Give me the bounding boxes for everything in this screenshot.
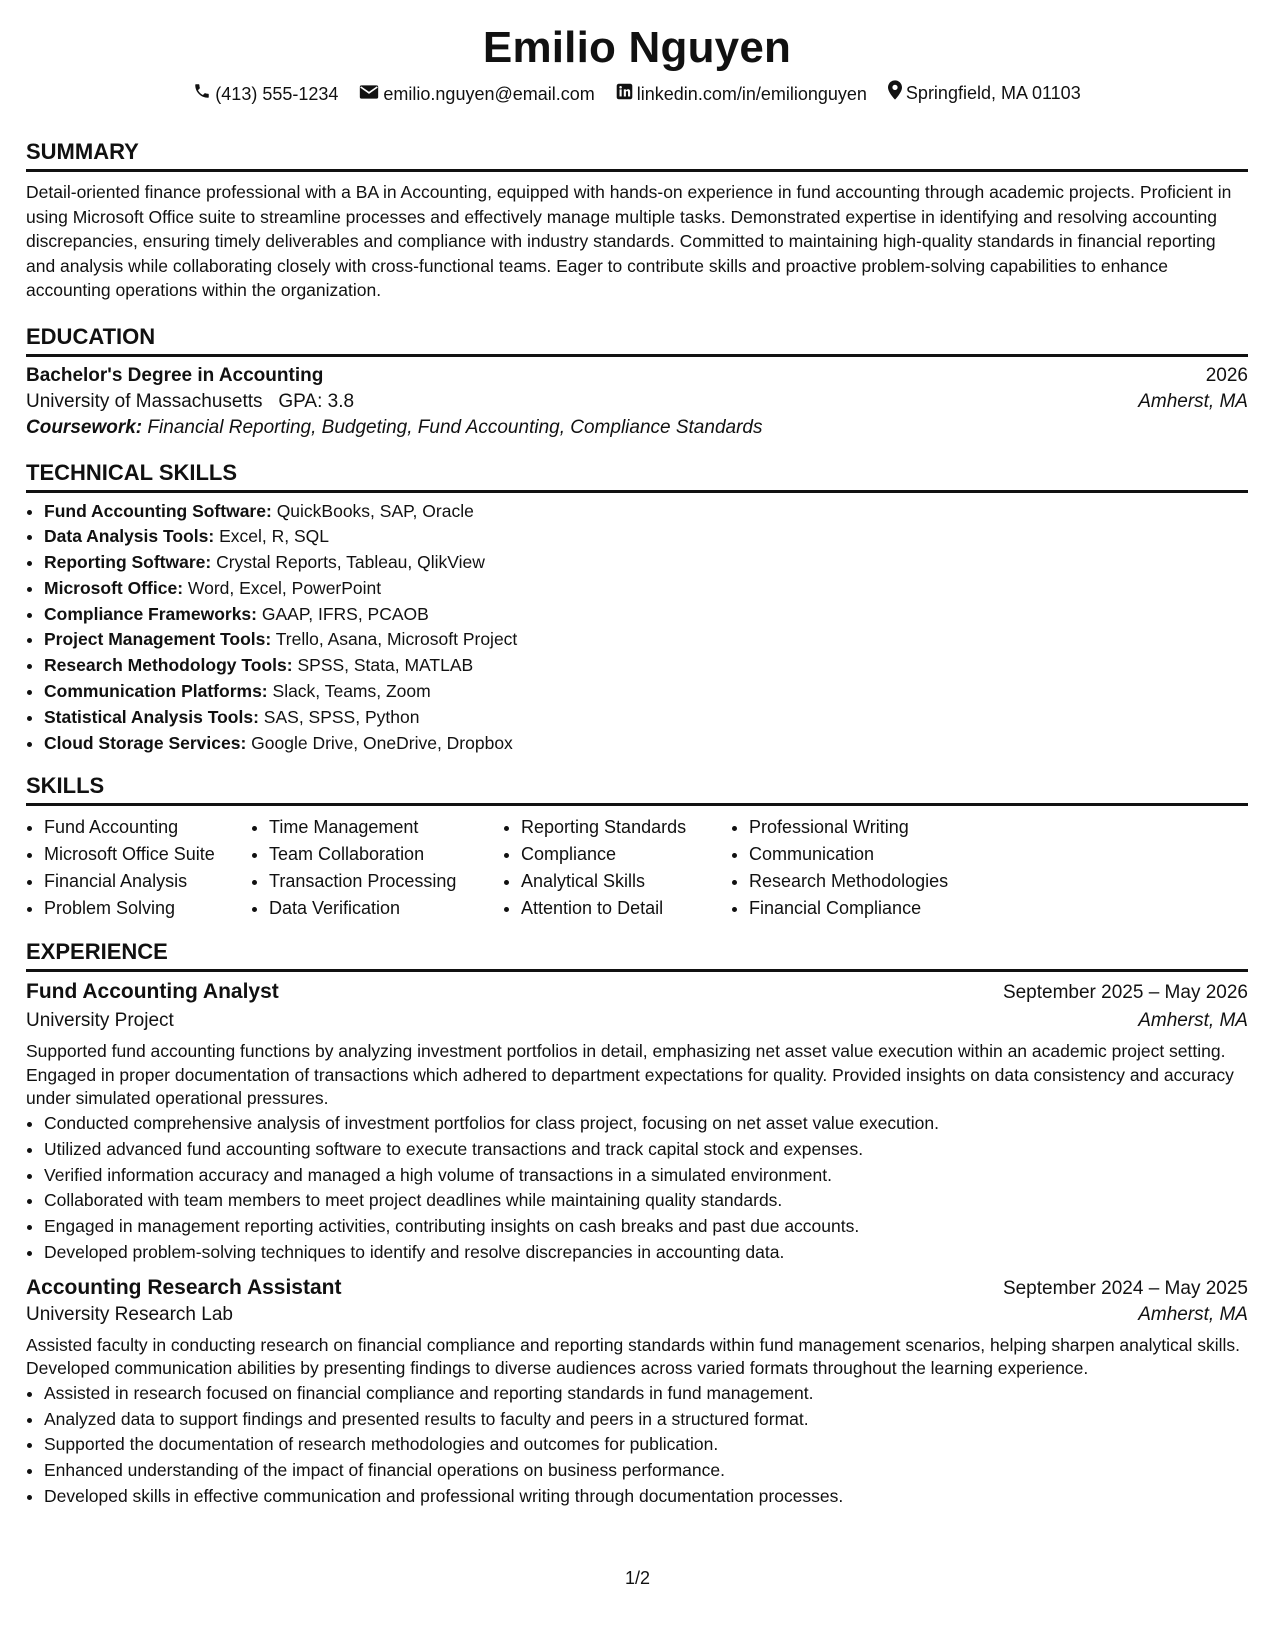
- skill-value: QuickBooks, SAP, Oracle: [276, 500, 474, 521]
- job-location: Amherst, MA: [1138, 1303, 1248, 1325]
- job-summary: Supported fund accounting functions by analyzing investment portfolios in detail, emphasizing net asset value execution within an academic project setting. Engaged in proper documentation of transactions which adhered to department expectations for quality. Provided insights on data consistency and accuracy under simulated operational pressures.: [26, 1041, 1234, 1109]
- list-item: • Analyzed data to support findings and presented results to faculty and peers in a structured format.: [44, 1407, 1248, 1433]
- list-item: • Compliance: [521, 841, 731, 868]
- list-item: • Collaborated with team members to meet project deadlines while maintaining quality standards.: [44, 1188, 1248, 1214]
- gpa: GPA: 3.8: [278, 390, 355, 412]
- degree: Bachelor's Degree in Accounting: [26, 364, 324, 386]
- skills-column: [251, 814, 503, 922]
- skill-label: Compliance Frameworks:: [44, 603, 257, 624]
- list-item: • Research Methodologies: [749, 868, 1009, 895]
- list-item: • Microsoft Office Suite: [44, 841, 251, 868]
- summary-text: Detail-oriented finance professional with a BA in Accounting, equipped with hands-on experience in fund accounting through academic projects. Proficient in using Microsoft Office suite to streamline processes and effectively manage multiple tasks. Demonstrated expertise in identifying and resolving accounting discrepancies, ensuring timely deliverables and compliance with industry standards. Committed to maintaining high-quality standards in financial reporting and analysis while collaborating closely with cross-functional teams. Eager to contribute skills and proactive problem-solving capabilities to enhance accounting operations within the organization.: [26, 182, 1232, 300]
- contact-phone: [193, 82, 338, 106]
- education-header-row: [26, 365, 1248, 387]
- job-dates: September 2024 – May 2025: [1002, 1277, 1248, 1299]
- skill-value: Google Drive, OneDrive, Dropbox: [251, 732, 513, 753]
- skill-value: GAAP, IFRS, PCAOB: [261, 603, 429, 624]
- phone-icon: [193, 82, 215, 106]
- resume-page: [26, 22, 1248, 1510]
- linkedin-text: linkedin.com/in/emilionguyen: [636, 84, 867, 104]
- experience-section: [26, 938, 1248, 1509]
- skills-section: [26, 772, 1248, 922]
- technical-skills-list: [26, 499, 1248, 757]
- list-item: [44, 653, 1248, 679]
- list-item: • Conducted comprehensive analysis of investment portfolios for class project, focusing on net asset value execution.: [44, 1111, 1248, 1137]
- list-item: [44, 602, 1248, 628]
- section-title: TECHNICAL SKILLS: [26, 459, 1248, 493]
- education-school-row: [26, 391, 1248, 413]
- list-item: • Attention to Detail: [521, 895, 731, 922]
- list-item: • Verified information accuracy and managed a high volume of transactions in a simulated environment.: [44, 1163, 1248, 1189]
- job-location: Amherst, MA: [1138, 1010, 1248, 1032]
- job-entry: [26, 980, 1248, 1265]
- list-item: • Team Collaboration: [269, 841, 503, 868]
- section-title: SUMMARY: [26, 138, 1248, 172]
- skill-label: Reporting Software:: [44, 552, 212, 573]
- job-entry: [26, 1276, 1248, 1510]
- skill-label: Fund Accounting Software:: [44, 500, 272, 521]
- job-title: Accounting Research Assistant: [26, 1275, 342, 1299]
- list-item: • Assisted in research focused on financial compliance and reporting standards in fund management.: [44, 1381, 1248, 1407]
- candidate-name: Emilio Nguyen: [482, 23, 792, 72]
- education-section: [26, 323, 1248, 439]
- job-header-row: [26, 1276, 1248, 1300]
- skill-value: Slack, Teams, Zoom: [272, 681, 431, 702]
- skill-value: SAS, SPSS, Python: [263, 706, 420, 727]
- list-item: [44, 576, 1248, 602]
- list-item: • Reporting Standards: [521, 814, 731, 841]
- linkedin-icon: [616, 82, 637, 106]
- list-item: • Problem Solving: [44, 895, 251, 922]
- coursework-text: Financial Reporting, Budgeting, Fund Accounting, Compliance Standards: [147, 416, 763, 438]
- coursework-label: Coursework:: [26, 416, 143, 438]
- skills-column: [731, 814, 1009, 922]
- list-item: • Developed skills in effective communication and professional writing through documentation processes.: [44, 1484, 1248, 1510]
- job-header-row: [26, 980, 1248, 1004]
- list-item: • Professional Writing: [749, 814, 1009, 841]
- email-text: emilio.nguyen@email.com: [383, 84, 595, 104]
- job-org-row: [26, 1304, 1248, 1326]
- skill-value: Excel, R, SQL: [219, 526, 329, 547]
- job-org: University Project: [26, 1010, 174, 1032]
- list-item: • Enhanced understanding of the impact of financial operations on business performance.: [44, 1458, 1248, 1484]
- school-location: Amherst, MA: [1138, 390, 1248, 412]
- summary-section: [26, 138, 1248, 303]
- location-text: Springfield, MA 01103: [905, 83, 1081, 103]
- skills-grid: [26, 814, 1248, 922]
- list-item: [44, 679, 1248, 705]
- list-item: [44, 499, 1248, 525]
- envelope-icon: [359, 82, 383, 106]
- graduation-year: 2026: [1205, 364, 1248, 386]
- job-org-row: [26, 1010, 1248, 1032]
- job-title: Fund Accounting Analyst: [26, 980, 279, 1004]
- list-item: [44, 705, 1248, 731]
- phone-text: (413) 555-1234: [215, 84, 339, 104]
- job-bullets: [26, 1111, 1248, 1266]
- skills-column: [503, 814, 731, 922]
- list-item: [44, 524, 1248, 550]
- map-pin-icon: [888, 80, 906, 106]
- section-title: SKILLS: [26, 772, 1248, 806]
- contact-bar: [26, 80, 1248, 106]
- job-summary: Assisted faculty in conducting research on financial compliance and reporting standards within fund management scenarios, helping sharpen analytical skills. Developed communication abilities by presenting findings to diverse audiences across varied formats throughout the learning experience.: [26, 1334, 1241, 1379]
- page-number: 1/2: [624, 1568, 651, 1588]
- list-item: • Financial Analysis: [44, 868, 251, 895]
- list-item: • Engaged in management reporting activities, contributing insights on cash breaks and past due accounts.: [44, 1214, 1248, 1240]
- list-item: [44, 550, 1248, 576]
- list-item: • Financial Compliance: [749, 895, 1009, 922]
- list-item: • Analytical Skills: [521, 868, 731, 895]
- skill-label: Data Analysis Tools:: [44, 526, 215, 547]
- list-item: • Utilized advanced fund accounting software to execute transactions and track capital stock and expenses.: [44, 1137, 1248, 1163]
- contact-linkedin[interactable]: [616, 82, 867, 106]
- job-dates: September 2025 – May 2026: [1002, 982, 1248, 1004]
- school-name: University of Massachusetts: [26, 390, 263, 412]
- skills-column: [26, 814, 251, 922]
- list-item: • Developed problem-solving techniques to identify and resolve discrepancies in accounting data.: [44, 1240, 1248, 1266]
- job-bullets: [26, 1381, 1248, 1510]
- list-item: [44, 627, 1248, 653]
- list-item: • Data Verification: [269, 895, 503, 922]
- school-info: [26, 391, 354, 413]
- list-item: • Communication: [749, 841, 1009, 868]
- job-org: University Research Lab: [26, 1303, 233, 1325]
- section-title: EXPERIENCE: [26, 938, 1248, 972]
- list-item: • Time Management: [269, 814, 503, 841]
- contact-location: [888, 80, 1081, 106]
- list-item: • Supported the documentation of research methodologies and outcomes for publication.: [44, 1432, 1248, 1458]
- list-item: [44, 731, 1248, 757]
- skill-label: Statistical Analysis Tools:: [44, 706, 259, 727]
- technical-skills-section: [26, 459, 1248, 757]
- list-item: • Transaction Processing: [269, 868, 503, 895]
- skill-value: Word, Excel, PowerPoint: [187, 577, 382, 598]
- skill-label: Project Management Tools:: [44, 629, 272, 650]
- skill-value: SPSS, Stata, MATLAB: [297, 655, 474, 676]
- skill-label: Cloud Storage Services:: [44, 732, 247, 753]
- coursework: [26, 417, 1248, 439]
- skill-label: Communication Platforms:: [44, 681, 268, 702]
- list-item: • Fund Accounting: [44, 814, 251, 841]
- skill-label: Microsoft Office:: [44, 577, 184, 598]
- skill-value: Trello, Asana, Microsoft Project: [275, 629, 518, 650]
- contact-email[interactable]: [359, 82, 594, 106]
- skill-value: Crystal Reports, Tableau, QlikView: [216, 552, 485, 573]
- section-title: EDUCATION: [26, 323, 1248, 357]
- skill-label: Research Methodology Tools:: [44, 655, 293, 676]
